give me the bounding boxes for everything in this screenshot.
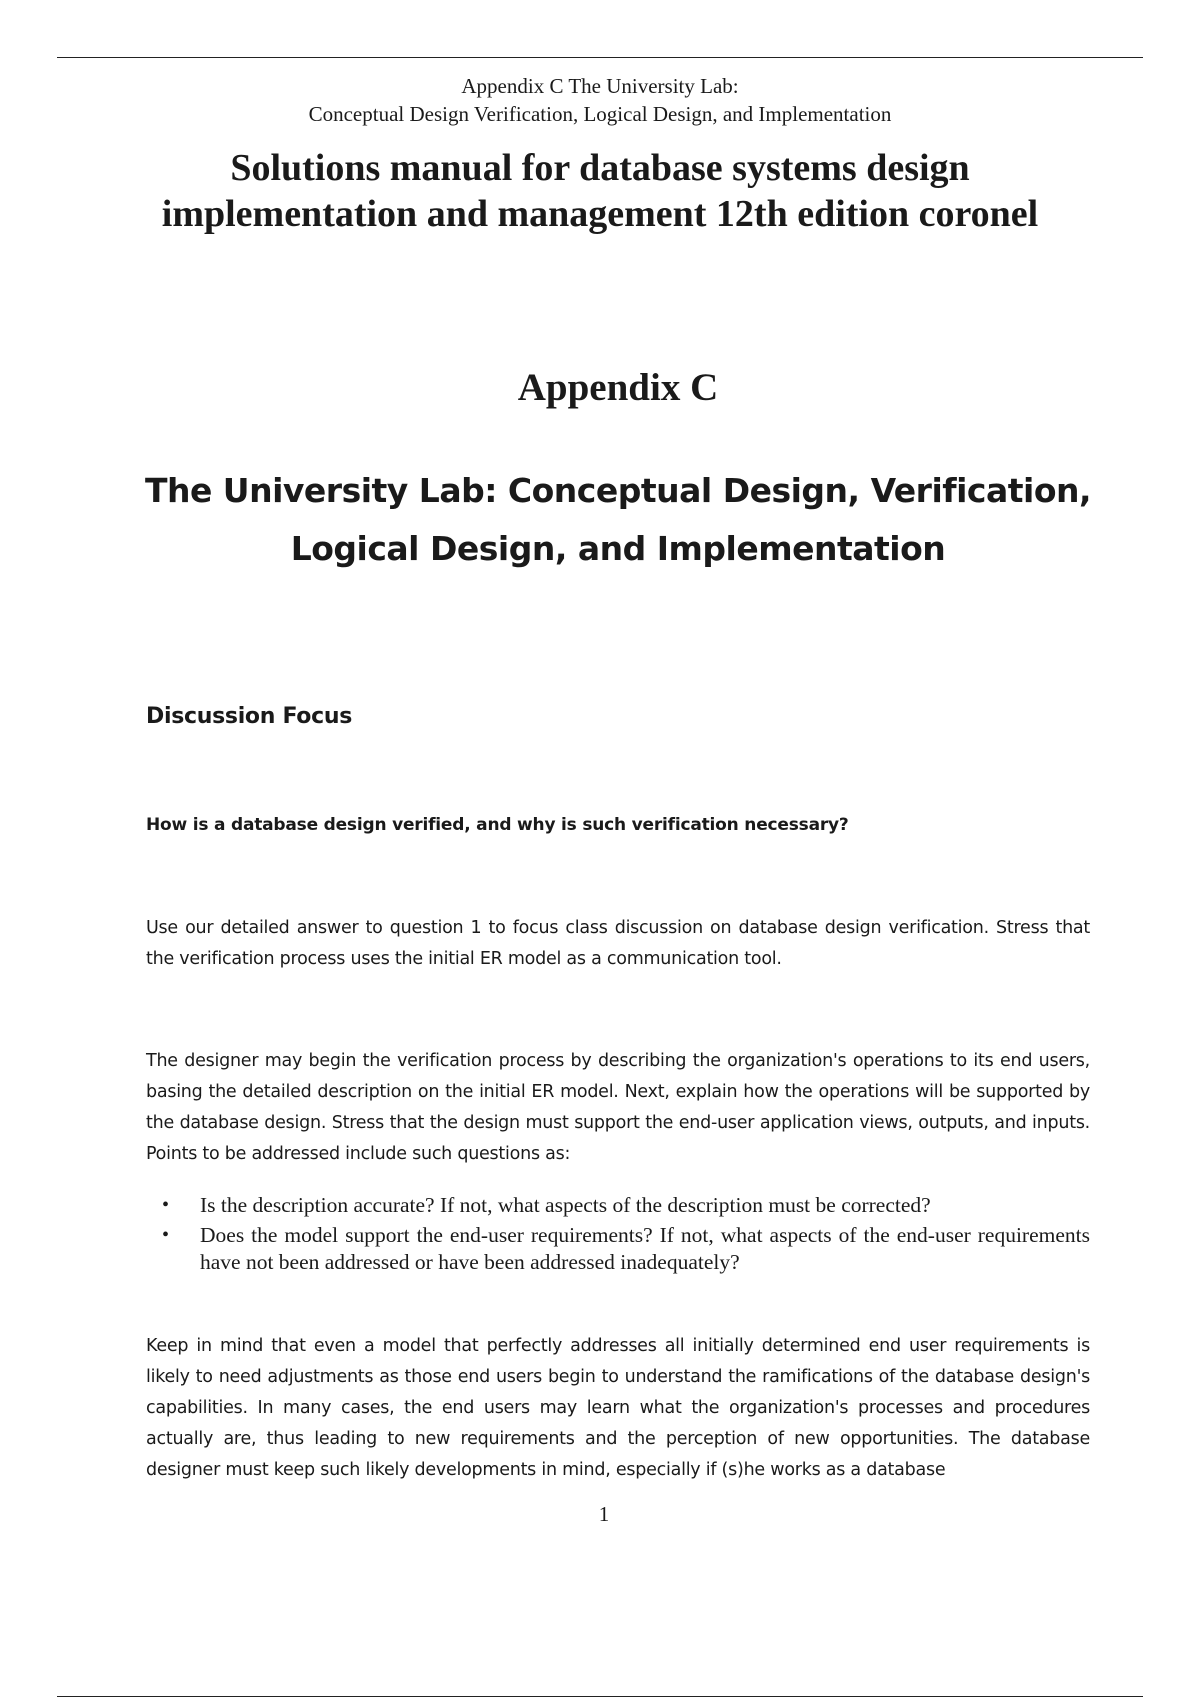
list-item-text: Does the model support the end-user requirements? If not, what aspects of the end-user requirements have not been addressed or have been addressed inadequately? bbox=[200, 1223, 1090, 1274]
bullet-list bbox=[160, 1192, 1090, 1279]
list-item bbox=[160, 1192, 1090, 1219]
paragraph-verification-intro: Use our detailed answer to question 1 to focus class discussion on database design verification. Stress that the verification process uses the initial ER model as a communication tool. bbox=[146, 918, 1090, 969]
bottom-rule bbox=[57, 1696, 1143, 1697]
section-heading: Discussion Focus bbox=[146, 704, 353, 729]
document-title: Solutions manual for database systems design implementation and management 12th edition coronel bbox=[161, 147, 1039, 235]
chapter-title-line-2: Logical Design, and Implementation bbox=[290, 529, 946, 568]
running-header-line-1: Appendix C The University Lab: bbox=[461, 74, 739, 98]
running-header bbox=[0, 72, 1200, 128]
chapter-title-line-1: The University Lab: Conceptual Design, Verification, bbox=[144, 471, 1092, 510]
page-number: 1 bbox=[598, 1502, 610, 1526]
appendix-heading: Appendix C bbox=[517, 366, 719, 409]
paragraph-requirements-adjustments: Keep in mind that even a model that perfectly addresses all initially determined end user requirements is likely to need adjustments as those end users begin to understand the ramifications of the database design's capabilities. In many cases, the end users may learn what the organization's processes and procedures actually are, thus leading to new requirements and the perception of new opportunities. The database designer must keep such likely developments in mind, especially if (s)he works as a database bbox=[146, 1336, 1090, 1480]
list-item-text: Is the description accurate? If not, what aspects of the description must be corrected? bbox=[200, 1193, 931, 1217]
running-header-line-2: Conceptual Design Verification, Logical Design, and Implementation bbox=[308, 102, 892, 126]
bullet-icon: • bbox=[162, 1194, 170, 1216]
top-rule bbox=[57, 57, 1143, 58]
bullet-icon: • bbox=[162, 1224, 170, 1246]
list-item bbox=[160, 1222, 1090, 1276]
discussion-question: How is a database design verified, and why is such verification necessary? bbox=[146, 815, 849, 835]
paragraph-verification-process: The designer may begin the verification process by describing the organization's operations to its end users, basing the detailed description on the initial ER model. Next, explain how the operations will be supported by the database design. Stress that the design must support the end-user application views, outputs, and inputs. Points to be addressed include such questions as: bbox=[146, 1051, 1090, 1164]
chapter-title bbox=[140, 462, 1096, 578]
